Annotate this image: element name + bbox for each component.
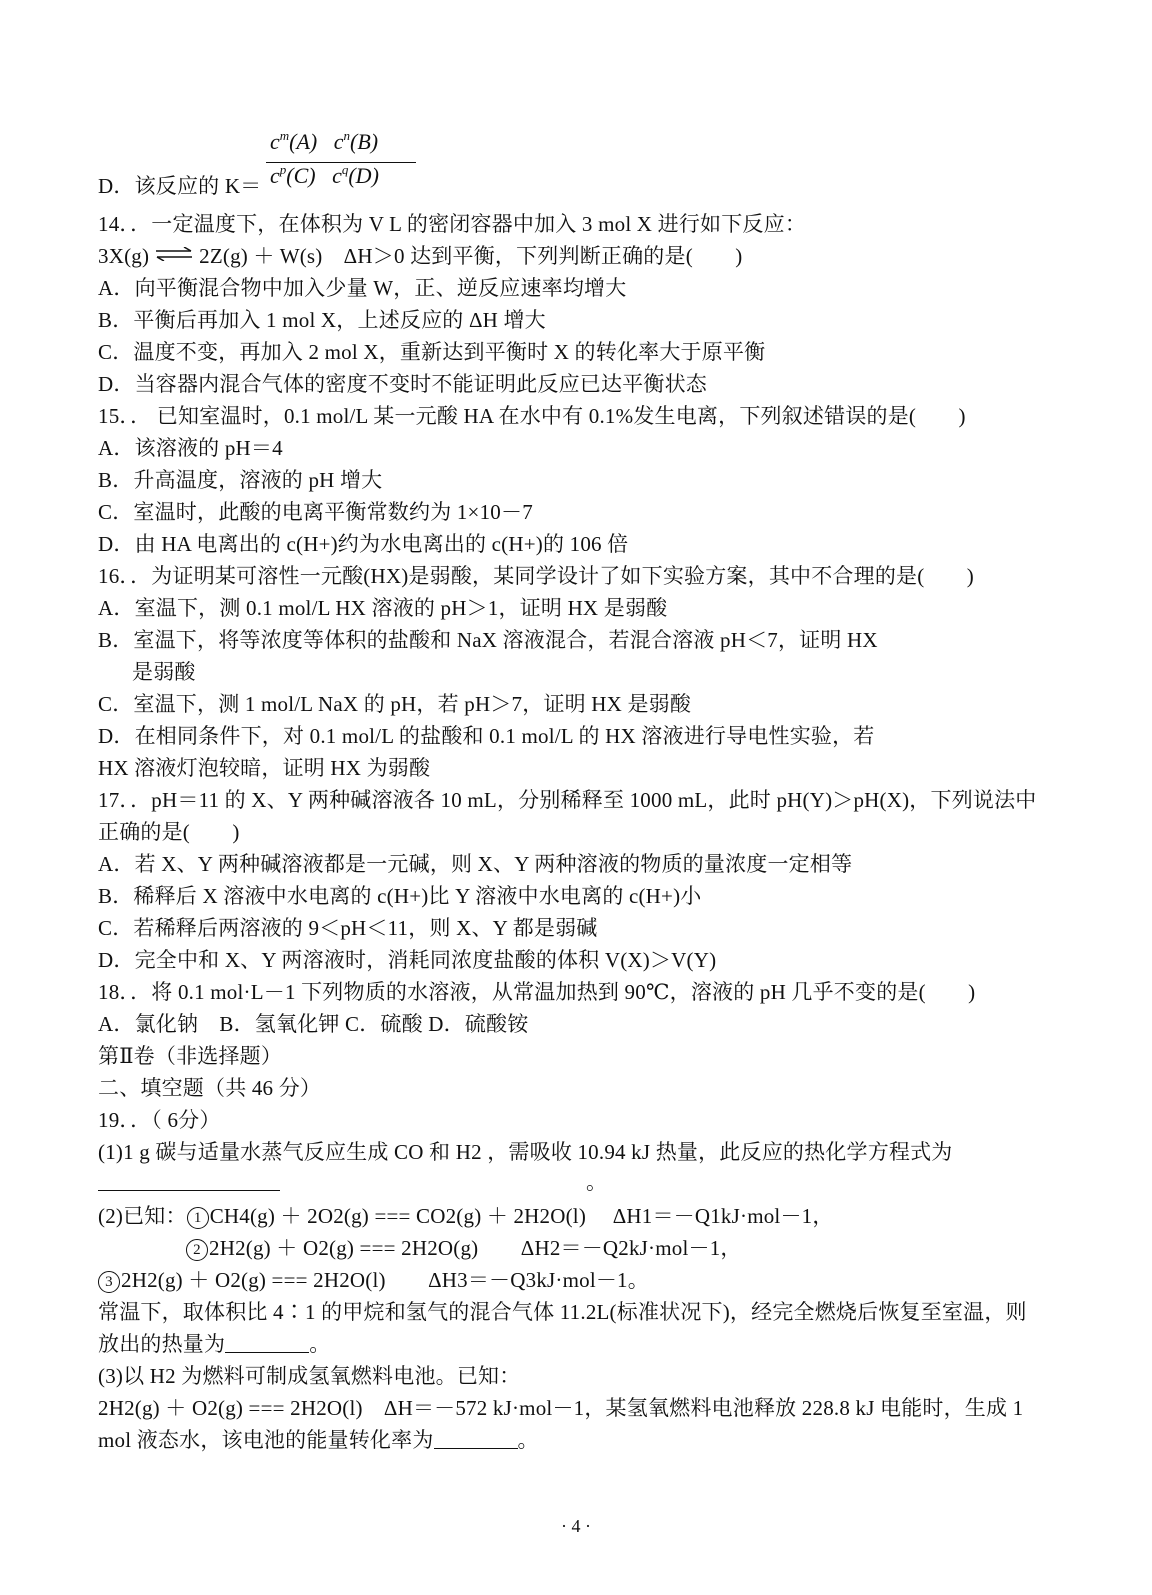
q19-part2-eq2: [186, 1234, 742, 1262]
part-heading: 二、填空题（共 46 分）: [98, 1076, 322, 1100]
answer-blank[interactable]: [98, 1170, 280, 1191]
q14-option-c: C．温度不变，再加入 2 mol X，重新达到平衡时 X 的转化率大于原平衡: [98, 340, 766, 364]
q19-part2-eq3: [98, 1266, 649, 1294]
q19-part3-stem: (3)以 H2 为燃料可制成氢氧燃料电池。已知：: [98, 1364, 521, 1388]
q14-option-b: B．平衡后再加入 1 mol X，上述反应的 ΔH 增大: [98, 308, 546, 332]
q19-part3-equation: 2H2(g) ＋ O2(g) === 2H2O(l) ΔH＝－572 kJ·mol－1，某氢氧燃料电池释放 228.8 kJ 电能时，生成 1: [98, 1396, 1024, 1420]
answer-blank[interactable]: [434, 1428, 518, 1449]
q15-option-b: B．升高温度，溶液的 pH 增大: [98, 468, 383, 492]
q19-head: 19．．（ 6分）: [98, 1108, 221, 1132]
q19-part2-label: 放出的热量为: [98, 1332, 226, 1356]
q14-option-a: A．向平衡混合物中加入少量 W，正、逆反应速率均增大: [98, 276, 627, 300]
q17-option-d: D．完全中和 X、Y 两溶液时，消耗同浓度盐酸的体积 V(X)＞V(Y): [98, 948, 717, 972]
equation-2: 2H2(g) ＋ O2(g) === 2H2O(g) ΔH2＝－Q2kJ·mol－1，: [209, 1236, 742, 1260]
equation-1: CH4(g) ＋ 2O2(g) === CO2(g) ＋ 2H2O(l) ΔH1＝－Q1kJ·mol－1，: [209, 1204, 834, 1228]
q16-option-b: B．室温下，将等浓度等体积的盐酸和 NaX 溶液混合，若混合溶液 pH＜7，证明 HX: [98, 628, 878, 652]
q19-part2-text: 常温下，取体积比 4∶1 的甲烷和氢气的混合气体 11.2L(标准状况下)，经完全燃烧后恢复至室温，则: [98, 1300, 1027, 1324]
q16-stem: 16．．为证明某可溶性一元酸(HX)是弱酸，某同学设计了如下实验方案，其中不合理的是( ): [98, 564, 975, 588]
fraction-denominator: $c^p(C)$ $c^q(D)$: [270, 162, 379, 188]
q17-option-b: B．稀释后 X 溶液中水电离的 c(H+)比 Y 溶液中水电离的 c(H+)小: [98, 884, 702, 908]
q19-part3-label: mol 液态水，该电池的能量转化率为: [98, 1428, 434, 1452]
q17-stem-cont: 正确的是( ): [98, 820, 240, 844]
q18-options: A．氯化钠 B．氢氧化钾 C．硫酸 D．硫酸铵: [98, 1012, 529, 1036]
period: 。: [517, 1428, 539, 1452]
circled-number-1: 1: [187, 1207, 209, 1229]
circled-number-2: 2: [186, 1239, 208, 1261]
q16-option-a: A．室温下，测 0.1 mol/L HX 溶液的 pH＞1，证明 HX 是弱酸: [98, 596, 668, 620]
q19-part1-answer: [98, 1168, 607, 1196]
volume-heading: 第Ⅱ卷（非选择题）: [98, 1044, 283, 1068]
equilibrium-arrow-icon: [155, 247, 193, 261]
q17-option-c: C．若稀释后两溶液的 9＜pH＜11，则 X、Y 都是弱碱: [98, 916, 598, 940]
q19-part2-eq1: [98, 1202, 834, 1230]
fraction-numerator: $c^m(A)$ $c^n(B)$: [270, 128, 379, 154]
q15-option-a: A．该溶液的 pH＝4: [98, 436, 283, 460]
q16-option-b-cont: 是弱酸: [132, 660, 196, 684]
q14-stem: 14．．一定温度下，在体积为 V L 的密闭容器中加入 3 mol X 进行如下反应：: [98, 212, 807, 236]
q19-part3-question: [98, 1426, 539, 1454]
q14-equation-left: 3X(g): [98, 244, 150, 268]
q17-option-a: A．若 X、Y 两种碱溶液都是一元碱，则 X、Y 两种溶液的物质的量浓度一定相等: [98, 852, 853, 876]
answer-blank[interactable]: [225, 1332, 309, 1353]
q17-stem: 17．．pH＝11 的 X、Y 两种碱溶液各 10 mL，分别稀释至 1000 mL，此时 pH(Y)＞pH(X)，下列说法中: [98, 788, 1037, 812]
q16-option-c: C．室温下，测 1 mol/L NaX 的 pH，若 pH＞7，证明 HX 是弱酸: [98, 692, 692, 716]
q15-option-c: C．室温时，此酸的电离平衡常数约为 1×10－7: [98, 500, 533, 524]
period: 。: [309, 1332, 331, 1356]
circled-number-3: 3: [98, 1271, 120, 1293]
q19-part2-prefix: (2)已知：: [98, 1204, 187, 1228]
q19-part1: (1)1 g 碳与适量水蒸气反应生成 CO 和 H2 ，需吸收 10.94 kJ 热量，此反应的热化学方程式为: [98, 1140, 953, 1164]
q19-part2-question: [98, 1330, 330, 1358]
q14-equation: [98, 242, 742, 270]
q14-option-d: D．当容器内混合气体的密度不变时不能证明此反应已达平衡状态: [98, 372, 707, 396]
equation-3: 2H2(g) ＋ O2(g) === 2H2O(l) ΔH3＝－Q3kJ·mol－1。: [121, 1268, 649, 1292]
period: 。: [586, 1170, 608, 1194]
q15-option-d: D．由 HA 电离出的 c(H+)约为水电离出的 c(H+)的 106 倍: [98, 532, 629, 556]
q15-stem: 15．． 已知室温时，0.1 mol/L 某一元酸 HA 在水中有 0.1%发生电离，下列叙述错误的是( ): [98, 404, 966, 428]
page-number: · 4 ·: [561, 1516, 591, 1536]
q13-option-d: D．该反应的 K＝: [98, 174, 262, 198]
q16-option-d: D．在相同条件下，对 0.1 mol/L 的盐酸和 0.1 mol/L 的 HX 溶液进行导电性实验，若: [98, 724, 875, 748]
q18-stem: 18．．将 0.1 mol·L－1 下列物质的水溶液，从常温加热到 90℃，溶液的 pH 几乎不变的是( ): [98, 980, 976, 1004]
q14-equation-right: 2Z(g) ＋ W(s) ΔH＞0 达到平衡，下列判断正确的是( ): [199, 244, 743, 268]
q16-option-d-cont: HX 溶液灯泡较暗，证明 HX 为弱酸: [98, 756, 431, 780]
